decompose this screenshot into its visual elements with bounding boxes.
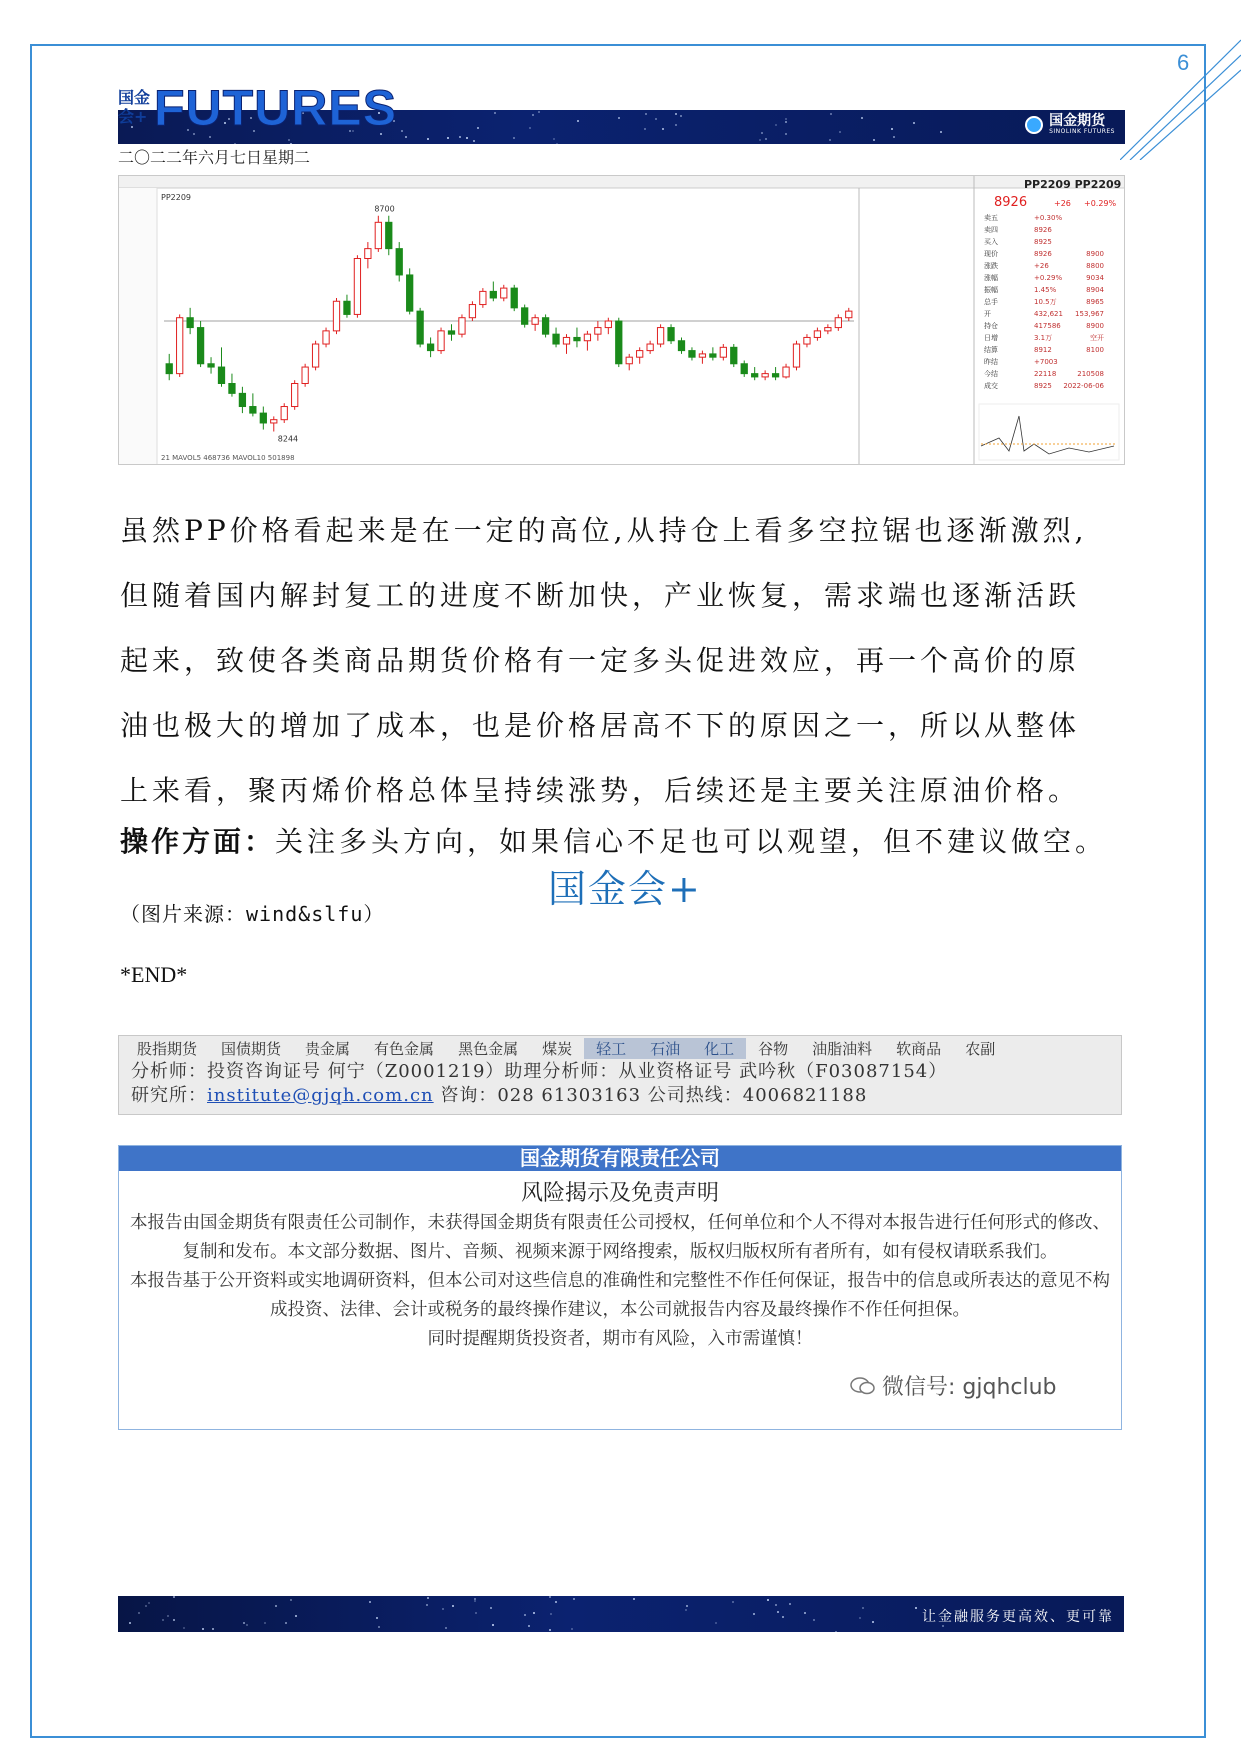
candle-body <box>187 318 193 328</box>
star-dot <box>285 1622 287 1624</box>
footer-slogan: 让金融服务更高效、更可靠 <box>922 1609 1114 1625</box>
disclaimer-paragraph-2: 本报告基于公开资料或实地调研资料，但本公司对这些信息的准确性和完整性不作任何保证，报告中的信息或所表达的意见不构成投资、法律、会计或税务的最终操作建议，本公司就报告内容及最终操作不作任何担保。 <box>130 1271 1110 1320</box>
volume-label: 21 MAVOL5 468736 MAVOL10 501898 <box>161 454 295 462</box>
quote-cell: 涨跌 <box>984 262 998 270</box>
candle-body <box>783 367 789 377</box>
quote-cell: 结算 <box>984 346 998 354</box>
paragraph-line: 虽然PP价格看起来是在一定的高位,从持仓上看多空拉锯也逐渐激烈, <box>120 514 1088 547</box>
star-dot <box>401 130 403 132</box>
star-dot <box>490 1607 492 1609</box>
star-dot <box>212 1628 214 1630</box>
quote-cell: 持仓 <box>984 322 998 330</box>
star-dot <box>538 111 540 113</box>
star-dot <box>655 118 657 120</box>
star-dot <box>556 143 558 144</box>
quote-cell: 2022-06-06 <box>1063 382 1104 390</box>
star-dot <box>129 1622 131 1624</box>
disclaimer-paragraph-3: 同时提醒期货投资者，期市有风险，入市需谨慎！ <box>427 1329 813 1349</box>
candle-body <box>825 328 831 331</box>
star-dot <box>759 139 761 141</box>
candle-body <box>239 393 245 406</box>
star-dot <box>577 120 579 122</box>
quote-cell: 8100 <box>1086 346 1104 354</box>
quote-cell: 417586 <box>1034 322 1061 330</box>
quote-cell: 153,967 <box>1075 310 1104 318</box>
star-dot <box>173 1619 175 1621</box>
operation-text: 关注多头方向，如果信心不足也可以观望，但不建议做空。 <box>275 825 1108 858</box>
star-dot <box>573 1598 575 1600</box>
candle-body <box>407 275 413 311</box>
quote-cell: 空开 <box>1090 334 1104 342</box>
quote-cell: 8926 <box>1034 226 1052 234</box>
star-dot <box>767 1599 769 1601</box>
quote-cell: +0.29% <box>1034 274 1063 282</box>
star-dot <box>533 1612 535 1614</box>
candle-body <box>323 331 329 344</box>
candle-body <box>365 249 371 259</box>
quote-last-price: 8926 <box>994 195 1028 210</box>
candle-body <box>626 357 632 364</box>
paragraph-line: 起来，致使各类商品期货价格有一定多头促进效应，再一个高价的原 <box>120 644 1081 677</box>
candle-body <box>511 288 517 308</box>
star-dot <box>524 1614 526 1616</box>
star-dot <box>618 117 620 119</box>
candle-body <box>647 344 653 351</box>
star-dot <box>785 118 787 120</box>
logo-small-text: 国金会+ <box>118 88 151 126</box>
star-dot <box>183 1627 185 1629</box>
star-dot <box>145 1605 147 1607</box>
watermark-logo: 国金会+ <box>548 867 702 911</box>
quote-cell: 8965 <box>1086 298 1104 306</box>
report-date: 二〇二二年六月七日星期二 <box>118 148 311 167</box>
nav-item[interactable]: 化工 <box>692 1038 746 1059</box>
quote-cell: 8912 <box>1034 346 1052 354</box>
candle-body <box>616 321 622 364</box>
star-dot <box>442 1608 444 1610</box>
star-dot <box>942 1625 944 1627</box>
star-dot <box>369 1601 371 1603</box>
star-dot <box>835 1631 837 1632</box>
quote-cell: 22118 <box>1034 370 1057 378</box>
quote-cell: 210508 <box>1077 370 1104 378</box>
star-dot <box>777 1611 779 1613</box>
candle-body <box>595 328 601 335</box>
candle-body <box>480 291 486 304</box>
candle-body <box>490 291 496 298</box>
star-dot <box>761 132 763 134</box>
star-dot <box>685 1609 687 1611</box>
image-source: （图片来源：wind&slfu） <box>120 902 385 926</box>
quote-cell: 开 <box>984 310 991 318</box>
candle-body <box>553 334 559 344</box>
candle-body <box>584 334 590 341</box>
star-dot <box>459 136 461 138</box>
quote-cell: 成交 <box>984 382 998 390</box>
nav-item[interactable]: 轻工 <box>584 1038 638 1059</box>
contract-code: PP2209 <box>161 193 192 202</box>
quote-cell: +0.30% <box>1034 214 1063 222</box>
star-dot <box>162 1619 164 1621</box>
quote-change: +26 <box>1054 199 1071 208</box>
star-dot <box>789 1603 791 1605</box>
quote-cell: +26 <box>1034 262 1049 270</box>
star-dot <box>873 139 875 141</box>
quote-cell: 8800 <box>1086 262 1104 270</box>
wechat-id: 微信号: gjqhclub <box>882 1375 1057 1400</box>
quote-cell: 今结 <box>984 370 998 378</box>
candle-body <box>532 318 538 325</box>
candle-body <box>846 311 852 318</box>
candle-body <box>678 341 684 351</box>
candlestick-chart <box>118 175 1125 465</box>
star-dot <box>427 1597 429 1599</box>
star-dot <box>893 136 895 138</box>
star-dot <box>675 124 677 126</box>
star-dot <box>553 138 555 140</box>
quote-cell: 10.5万 <box>1034 298 1057 306</box>
nav-item[interactable]: 软商品 <box>896 1039 942 1058</box>
wechat-watermark <box>850 1370 1057 1401</box>
star-dot <box>290 1599 292 1601</box>
star-dot <box>528 1625 530 1627</box>
star-dot <box>138 1612 140 1614</box>
star-dot <box>131 126 133 128</box>
quote-cell: 1.45% <box>1034 286 1057 294</box>
star-dot <box>447 137 449 139</box>
brand-name-cn: 国金期货 <box>1049 113 1106 129</box>
low-annotation: 8244 <box>277 434 299 444</box>
candle-body <box>752 374 758 377</box>
star-dot <box>775 1604 777 1606</box>
candle-body <box>542 318 548 334</box>
star-dot <box>753 1613 755 1615</box>
candle-body <box>271 420 277 423</box>
candle-body <box>772 374 778 377</box>
candle-body <box>689 351 695 358</box>
left-info-column <box>119 188 157 464</box>
nav-item[interactable]: 煤炭 <box>542 1039 573 1058</box>
quote-cell: 8925 <box>1034 382 1052 390</box>
candle-body <box>281 407 287 420</box>
nav-item[interactable]: 石油 <box>638 1038 692 1059</box>
star-dot <box>765 138 767 140</box>
nav-item[interactable]: 有色金属 <box>374 1039 435 1058</box>
candle-body <box>386 222 392 248</box>
brand-badge <box>1025 114 1115 135</box>
quote-cell: +7003 <box>1034 358 1058 366</box>
candle-body <box>260 413 266 423</box>
candle-body <box>333 301 339 331</box>
candle-body <box>197 328 203 364</box>
quote-cell: 卖五 <box>984 214 998 222</box>
candle-body <box>563 337 569 344</box>
quote-cell: 昨结 <box>984 358 998 366</box>
analysis-paragraph <box>120 498 1135 823</box>
contact-line <box>119 1084 1121 1108</box>
star-dot <box>475 1612 477 1614</box>
quote-cell: 8925 <box>1034 238 1052 246</box>
page-number: 6 <box>1177 50 1190 75</box>
quote-change-pct: +0.29% <box>1084 199 1117 208</box>
star-dot <box>571 1628 573 1630</box>
star-dot <box>686 1605 688 1607</box>
star-dot <box>234 143 236 144</box>
analyst-info-box <box>118 1035 1122 1115</box>
star-dot <box>839 131 841 133</box>
candle-body <box>605 321 611 328</box>
footer-banner <box>118 1596 1124 1632</box>
star-dot <box>732 1601 734 1603</box>
star-dot <box>405 136 407 138</box>
star-dot <box>785 121 787 123</box>
high-annotation: 8700 <box>374 204 395 214</box>
star-dot <box>891 128 893 130</box>
star-dot <box>662 128 664 130</box>
candle-body <box>731 347 737 363</box>
candle-body <box>657 328 663 344</box>
star-dot <box>915 1607 917 1609</box>
star-dot <box>830 113 832 115</box>
brand-name-en: SINOLINK FUTURES <box>1049 128 1115 135</box>
logo-futures-text: FUTURES <box>154 80 398 136</box>
star-dot <box>264 1622 266 1624</box>
category-nav <box>119 1036 1121 1060</box>
candle-body <box>501 288 507 298</box>
star-dot <box>378 1626 380 1628</box>
candle-body <box>302 367 308 383</box>
star-dot <box>209 136 211 138</box>
star-dot <box>494 112 496 114</box>
star-dot <box>167 1615 169 1617</box>
star-dot <box>427 138 429 140</box>
star-dot <box>290 143 292 144</box>
star-dot <box>645 113 647 115</box>
quote-cell: 日增 <box>984 334 998 342</box>
quote-cell: 3.1万 <box>1034 334 1053 342</box>
candle-body <box>344 301 350 314</box>
star-dot <box>633 1598 635 1600</box>
star-dot <box>148 1602 150 1604</box>
candle-body <box>835 318 841 328</box>
nav-item[interactable]: 油脂油料 <box>812 1039 873 1058</box>
star-dot <box>492 1624 494 1626</box>
quote-cell: 涨幅 <box>984 274 998 282</box>
star-dot <box>940 131 942 133</box>
nav-item[interactable]: 股指期货 <box>137 1039 198 1058</box>
candle-body <box>762 374 768 377</box>
candle-body <box>218 367 224 383</box>
quote-cell: 现价 <box>984 250 998 258</box>
star-dot <box>376 1617 378 1619</box>
candle-body <box>793 344 799 367</box>
quote-rows <box>984 213 1105 390</box>
disclaimer-company: 国金期货有限责任公司 <box>119 1146 1121 1171</box>
candle-body <box>438 331 444 351</box>
star-dot <box>861 117 863 119</box>
star-dot <box>477 127 479 129</box>
candle-body <box>469 305 475 318</box>
star-dot <box>549 1596 551 1598</box>
candle-body <box>312 344 318 367</box>
quote-cell: 8900 <box>1086 250 1104 258</box>
candle-body <box>814 331 820 338</box>
star-dot <box>775 124 777 126</box>
quote-contract-label: PP2209 PP2209 <box>1024 178 1122 191</box>
candle-body <box>417 311 423 344</box>
star-dot <box>782 1616 784 1618</box>
star-dot <box>644 128 646 130</box>
institute-email-link[interactable]: institute@gjqh.com.cn <box>207 1085 434 1106</box>
star-dot <box>675 113 677 115</box>
disclaimer-paragraph-1: 本报告由国金期货有限责任公司制作，未获得国金期货有限责任公司授权，任何单位和个人不得对本报告进行任何形式的修改、复制和发布。本文部分数据、图片、音频、视频来源于网络搜索，版权归版权所有者所有，如有侵权请联系我们。 <box>130 1213 1110 1262</box>
candle-body <box>741 364 747 374</box>
star-dot <box>466 137 468 139</box>
candle-body <box>699 354 705 357</box>
star-dot <box>202 1628 204 1630</box>
wechat-icon <box>850 1376 876 1396</box>
star-dot <box>829 139 831 141</box>
star-dot <box>872 1621 874 1623</box>
candle-body <box>250 407 256 414</box>
nav-item[interactable]: 贵金属 <box>305 1039 351 1058</box>
quote-cell: 8900 <box>1086 322 1104 330</box>
star-dot <box>246 1624 248 1626</box>
star-dot <box>680 115 682 117</box>
brand-logo-icon <box>1025 116 1043 134</box>
candle-body <box>166 364 172 374</box>
disclaimer-title: 风险揭示及免责声明 <box>520 1181 719 1206</box>
star-dot <box>549 1629 551 1631</box>
candle-body <box>229 384 235 394</box>
chart-canvas <box>119 176 1124 464</box>
candles-group <box>164 216 854 432</box>
star-dot <box>859 1617 861 1619</box>
paragraph-line: 上来看，聚丙烯价格总体呈持续涨势，后续还是主要关注原油价格。 <box>120 774 1081 807</box>
nav-item[interactable]: 谷物 <box>758 1039 789 1058</box>
candle-body <box>459 318 465 334</box>
star-dot <box>288 139 290 141</box>
candle-body <box>574 337 580 340</box>
quote-cell: 8926 <box>1034 250 1052 258</box>
star-dot <box>785 133 787 135</box>
star-dot <box>243 1622 245 1624</box>
star-dot <box>813 1619 815 1621</box>
operation-label: 操作方面： <box>120 825 276 858</box>
star-dot <box>555 1601 557 1603</box>
star-dot <box>715 1622 717 1624</box>
institute-label: 研究所： <box>131 1085 207 1106</box>
quote-cell: 8904 <box>1086 286 1104 294</box>
candle-body <box>177 318 183 374</box>
paragraph-line: 油也极大的增加了成本，也是价格居高不下的原因之一，所以从整体 <box>120 709 1081 742</box>
candle-body <box>668 328 674 341</box>
star-dot <box>173 1596 175 1598</box>
star-dot <box>550 1613 552 1615</box>
star-dot <box>804 1612 806 1614</box>
star-dot <box>474 1600 476 1602</box>
star-dot <box>913 122 915 124</box>
candle-body <box>637 351 643 358</box>
operation-advice <box>120 822 1135 862</box>
candle-body <box>396 249 402 275</box>
star-dot <box>452 1605 454 1607</box>
candle-body <box>804 337 810 344</box>
quote-cell: 卖四 <box>984 226 998 234</box>
nav-item[interactable]: 黑色金属 <box>458 1039 519 1058</box>
quote-cell: 振幅 <box>984 286 998 294</box>
quote-cell: 买入 <box>984 238 998 246</box>
corner-decoration <box>1120 0 1241 160</box>
chart-toolbar <box>119 176 1124 188</box>
star-dot <box>275 1605 277 1607</box>
candle-body <box>710 354 716 357</box>
star-dot <box>445 1627 447 1629</box>
candle-body <box>208 364 214 367</box>
candle-body <box>292 384 298 407</box>
analyst-line: 分析师：投资咨询证号 何宁（Z0001219）助理分析师：从业资格证号 武吟秋（F03087154） <box>131 1061 948 1082</box>
paragraph-line: 但随着国内解封复工的进度不断加快，产业恢复，需求端也逐渐活跃 <box>120 579 1081 612</box>
mini-chart <box>979 404 1119 460</box>
candle-body <box>375 222 381 248</box>
candle-body <box>522 308 528 324</box>
candle-body <box>720 347 726 357</box>
star-dot <box>532 114 534 116</box>
quote-cell: 总手 <box>984 298 998 306</box>
candle-body <box>354 259 360 315</box>
quote-cell: 432,621 <box>1034 310 1063 318</box>
end-mark: *END* <box>120 962 188 987</box>
star-dot <box>473 140 475 142</box>
star-dot <box>474 1598 476 1600</box>
nav-item[interactable]: 国债期货 <box>221 1039 282 1058</box>
star-dot <box>529 127 531 129</box>
star-dot <box>426 1604 428 1606</box>
candle-body <box>448 331 454 334</box>
star-dot <box>862 1607 864 1609</box>
contact-numbers: 咨询：028 61303163 公司热线：4006821188 <box>440 1085 868 1106</box>
nav-item[interactable]: 农副 <box>965 1039 996 1058</box>
star-dot <box>513 137 515 139</box>
candle-body <box>427 344 433 351</box>
quote-cell: 9034 <box>1086 274 1104 282</box>
star-dot <box>295 1615 297 1617</box>
